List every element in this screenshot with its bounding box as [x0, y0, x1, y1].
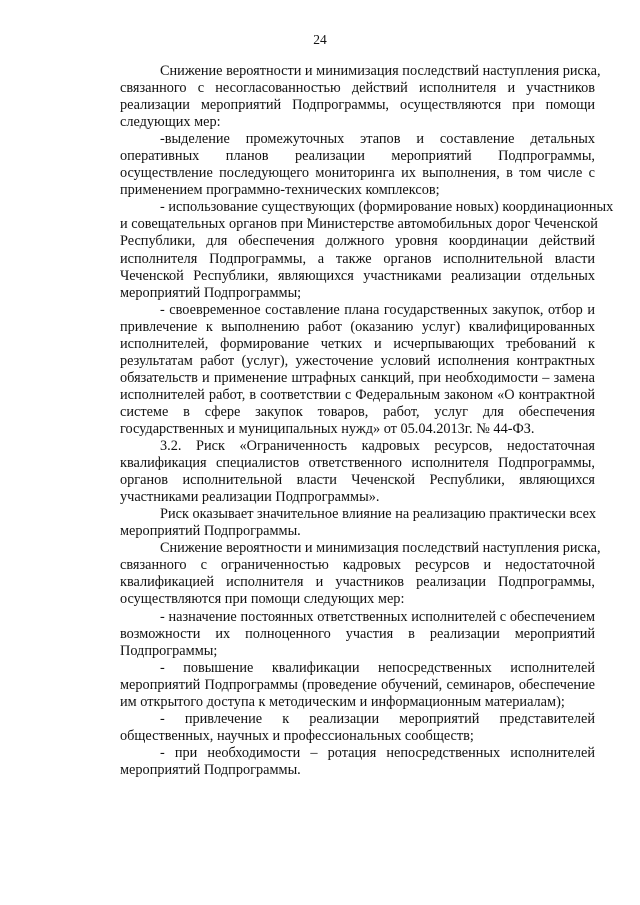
paragraph	[120, 438, 595, 506]
text-line: системе в сфере закупок товаров, работ, услуг для обеспечения	[120, 403, 595, 420]
text-line: Снижение вероятности и минимизация последствий наступления риска,	[160, 540, 601, 557]
text-line: привлечение к выполнению работ (оказанию услуг) квалифицированных	[120, 318, 595, 335]
text-line: следующих мер:	[120, 114, 221, 131]
text-line: государственных и муниципальных нужд» от 05.04.2013г. № 44-ФЗ.	[120, 420, 535, 437]
text-line: - назначение постоянных ответственных исполнителей с обеспечением	[160, 608, 595, 625]
paragraph	[120, 609, 595, 660]
text-line: - при необходимости – ротация непосредственных исполнителей	[160, 744, 595, 761]
text-line: участниками реализации Подпрограммы».	[120, 489, 380, 506]
text-line: -выделение промежуточных этапов и составление детальных	[160, 131, 595, 148]
text-line: обязательств и применение штрафных санкций, при необходимости – замена	[120, 369, 595, 386]
paragraph	[120, 199, 614, 301]
text-line: связанного с несогласованностью действий исполнителя и участников	[120, 80, 595, 97]
paragraph	[120, 506, 595, 540]
text-line: и совещательных органов при Министерстве автомобильных дорог Чеченской	[120, 216, 598, 233]
text-line: мероприятий Подпрограммы;	[120, 284, 302, 301]
text-line: Подпрограммы;	[120, 642, 218, 659]
paragraph	[120, 745, 595, 779]
page-number: 24	[313, 32, 327, 47]
text-line: мероприятий Подпрограммы (проведение обучений, семинаров, обеспечение	[120, 676, 595, 693]
paragraph	[120, 540, 601, 608]
text-line: квалификацией исполнителя и участников реализации Подпрограммы,	[120, 574, 595, 591]
text-line: мероприятий Подпрограммы.	[120, 523, 301, 540]
text-line: осуществление последующего мониторинга их выполнения, в том числе с	[120, 165, 595, 182]
text-line: исполнителя Подпрограммы, а также органов исполнительной власти	[120, 250, 595, 267]
paragraph	[120, 131, 595, 199]
text-line: им открытого доступа к методическим и информационным материалам);	[120, 693, 565, 710]
text-line: общественных, научных и профессиональных сообществ;	[120, 727, 474, 744]
text-line: - повышение квалификации непосредственных исполнителей	[160, 659, 595, 676]
text-line: Республики, для обеспечения должного уровня координации действий	[120, 233, 595, 250]
paragraph	[120, 660, 595, 711]
text-line: - использование существующих (формирование новых) координационных	[160, 199, 614, 216]
text-line: связанного с ограниченностью кадровых ресурсов и недостаточной	[120, 557, 595, 574]
text-line: 3.2. Риск «Ограниченность кадровых ресурсов, недостаточная	[160, 438, 595, 455]
text-line: применением программно-технических комплексов;	[120, 182, 440, 199]
text-line: Снижение вероятности и минимизация последствий наступления риска,	[160, 63, 601, 79]
text-line: возможности их полноценного участия в реализации мероприятий	[120, 625, 595, 642]
text-line: - привлечение к реализации мероприятий представителей	[160, 710, 595, 727]
text-line: осуществляются при помощи следующих мер:	[120, 591, 405, 608]
text-line: реализации мероприятий Подпрограммы, осуществляются при помощи	[120, 97, 595, 114]
text-line: - своевременное составление плана государственных закупок, отбор и	[160, 301, 595, 318]
paragraph	[120, 63, 601, 131]
text-line: оперативных планов реализации мероприятий Подпрограммы,	[120, 148, 595, 165]
text-line: результатам работ (услуг), ужесточение условий исполнения контрактных	[120, 352, 595, 369]
text-line: органов исполнительной власти Чеченской Республики, являющихся	[120, 472, 595, 489]
text-line: исполнителей работ, в соответствии с Федеральным законом «О контрактной	[120, 386, 595, 403]
text-line: Риск оказывает значительное влияние на реализацию практически всех	[160, 506, 596, 523]
text-line: исполнителей, формирование четких и исчерпывающих требований к	[120, 335, 595, 352]
paragraph	[120, 302, 595, 438]
text-line: Чеченской Республики, являющихся участниками реализации отдельных	[120, 267, 595, 284]
document-body	[120, 63, 614, 779]
text-line: мероприятий Подпрограммы.	[120, 761, 301, 778]
text-line: квалификация специалистов ответственного исполнителя Подпрограммы,	[120, 455, 595, 472]
paragraph	[120, 711, 595, 745]
